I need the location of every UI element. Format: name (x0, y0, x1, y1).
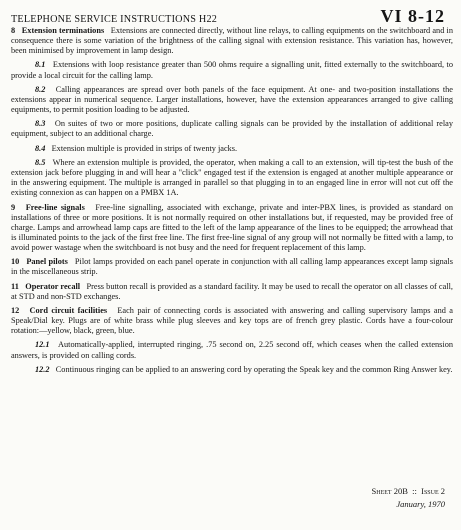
paragraph-text: Calling appearances are spread over both panels of the face equipment. At one- and two-position installations the extensions appear in numerical sequence. Larger installations, however, have the extension appearances arranged to give calling equipments, to permit position loading to be adjusted. (11, 84, 453, 115)
paragraph-number: 12.2 (35, 364, 50, 374)
section-number: VI 8-12 (380, 6, 445, 26)
paragraph-text: Free-line signalling, associated with exchange, private and inter-PBX lines, is provided as standard on installations of three or more positions. It is not normally required on other installations but, if requested, may be provided free of charge. Lamps and arrowhead lamp caps are fitted to the left of the lamp appearance of the lines to be equipped; the arrowhead that is illuminated points to the jack of the first free line. The first free-line signal of any group will not normally be fitted with a lamp, to avoid power wastage when the switchboard is not busy and the need for frequent replacement of this lamp. (11, 202, 453, 252)
paragraph (11, 60, 453, 80)
paragraph-number: 10 (11, 257, 20, 267)
paragraph-number: 11 (11, 281, 19, 291)
paragraph-number: 12.1 (35, 340, 50, 350)
paragraph-title: Extension terminations (21, 26, 105, 35)
paragraph-text: Press button recall is provided as a standard facility. It may be used to recall the operator on all classes of call, at STD and non-STD exchanges. (11, 281, 453, 301)
paragraph-number: 9 (11, 202, 16, 212)
paragraph (11, 144, 453, 154)
paragraph (11, 26, 453, 56)
issue-date: January, 1970 (396, 499, 445, 509)
paragraph-text: Each pair of connecting cords is associated with answering and calling supervisory lamps and a Speak/Dial key. Plugs are of white brass while plug sleeves and key tops are of french grey plastic. Cords have a four-colour rotation:—yellow, black, green, blue. (11, 305, 453, 336)
paragraph-text: Extensions are connected directly, without line relays, to calling equipments on the switchboard and in consequence there is some variation of the brightness of the calling signal with extension resistance. This variation has, however, been minimised by improvement in lamp design. (11, 26, 453, 56)
paragraph-number: 8.5 (35, 157, 46, 167)
paragraph-number: 8.4 (35, 143, 46, 153)
paragraph-text: Where an extension multiple is provided, the operator, when making a call to an extension, will tip-test the bush of the extension jack before plugging in and will hear a "click" engaged test if the extension is engaged at another multiple appearance or in the answering equipment. The multiple is arranged in parallel so that plugging in to an engaged line in error will not cut off the existing connexion as can happen on a PMBX 1A. (11, 157, 453, 198)
paragraph-number: 12 (11, 305, 20, 315)
paragraph-number: 8.2 (35, 84, 46, 94)
paragraph-title: Operator recall (25, 281, 81, 291)
paragraph (11, 257, 453, 277)
paragraph (11, 340, 453, 360)
paragraph-text: Extensions with loop resistance greater than 500 ohms require a signalling unit, fitted externally to the switchboard, to provide a local circuit for the calling lamp. (11, 60, 453, 80)
paragraph (11, 306, 453, 336)
document-series-title: TELEPHONE SERVICE INSTRUCTIONS H22 (11, 14, 218, 25)
paragraph-title: Free-line signals (25, 202, 85, 212)
paragraph-title: Panel pilots (26, 257, 68, 267)
footer-separator: :: (412, 486, 417, 496)
paragraph-text: Automatically-applied, interrupted ringing, .75 second on, 2.25 second off, which ceases when the called extension answers, is provided on calling cords. (11, 340, 453, 360)
sheet-number: Sheet 20B (371, 486, 408, 496)
paragraph-text: Extension multiple is provided in strips of twenty jacks. (51, 143, 238, 153)
paragraph-title: Cord circuit facilities (29, 305, 108, 315)
paragraph-number: 8.3 (35, 119, 46, 129)
issue-number: Issue 2 (421, 486, 445, 496)
page-footer (372, 485, 445, 511)
paragraph (11, 282, 453, 302)
paragraph-text: Continuous ringing can be applied to an answering cord by operating the Speak key and the common Ring Answer key. (55, 364, 453, 374)
document-body (11, 26, 453, 375)
paragraph (11, 203, 453, 253)
paragraph (11, 85, 453, 115)
paragraph-text: On suites of two or more positions, duplicate calling signals can be provided by the installation of additional relay equipment, subject to an additional charge. (11, 119, 453, 139)
page-header (11, 6, 453, 26)
paragraph (11, 365, 453, 375)
paragraph (11, 158, 453, 198)
paragraph-number: 8.1 (35, 60, 46, 70)
paragraph-number: 8 (11, 26, 16, 35)
paragraph (11, 119, 453, 139)
paragraph-text: Pilot lamps provided on each panel operate in conjunction with all calling lamp appearances except lamp signals in the miscellaneous strip. (11, 257, 453, 277)
